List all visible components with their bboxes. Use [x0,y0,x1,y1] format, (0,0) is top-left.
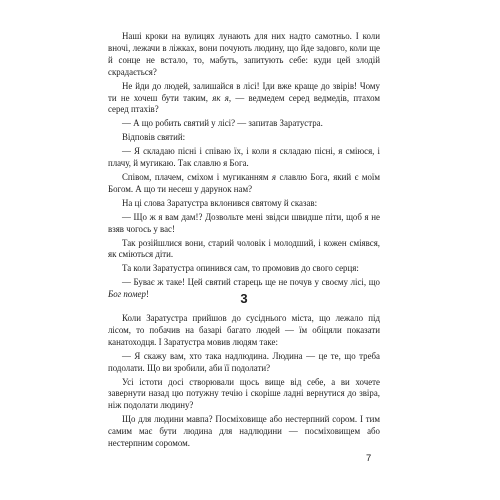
paragraph [108,212,380,236]
paragraph-text: ! [145,289,149,300]
paragraph [108,132,380,144]
page-number: 7 [366,453,372,464]
paragraph [108,198,380,210]
paragraph [108,238,380,262]
paragraph [108,414,380,450]
paragraph [108,351,380,375]
paragraph-text: — Я скажу вам, хто така надлюдина. Людина — це те, що треба подолати. Що ви зробили, аби її подолати? [108,350,380,373]
paragraph-text: Наші кроки на вулицях лунають для них надто самотньо. І коли вночі, лежачи в ліжках, вони почують людину, що йде задовго, коли ще й сонце не встало, то, мабуть, запитують себе: куди цей злодій скрадається? [108,31,380,77]
paragraph [108,31,380,79]
paragraph [108,263,380,275]
paragraph [108,81,380,117]
paragraph-text: , — ведмедем серед ведмедів, птахом серед птахів? [108,92,380,115]
paragraph-text: На ці слова Заратустра вклонився святому й сказав: [122,197,318,208]
paragraph-text: Коли Заратустра прийшов до сусіднього міста, що лежало під лісом, то побачив на базарі багато людей — їм обіцяли показати канатоходця. І Заратустра мовив людям таке: [108,313,380,347]
italic-text: Бог помер [108,289,146,300]
bottom-text-block [108,313,380,450]
paragraph-text: — Я складаю пісні і співаю їх, і коли я складаю пісні, я сміюся, і плачу, й мугикаю. Так славлю я Бога. [108,146,380,169]
paragraph-text: славлю Бога, який є моїм Богом. А що ти несеш у дарунок нам? [108,171,380,194]
paragraph [108,146,380,170]
top-text-block [108,31,380,301]
paragraph-text: Не йди до людей, залишайся в лісі! Іди вже краще до звірів! Чому ти не хочеш бути таким, [108,80,380,103]
paragraph [108,313,380,349]
paragraph-text: Усі істоти досі створювали щось вище від себе, а ви хочете завернути назад цю потужну течію і скоріше ладні вернутися до звіра, ніж подолати людину? [108,376,380,411]
section-heading: 3 [240,291,248,306]
paragraph [108,118,380,130]
italic-text: як я [212,92,229,103]
paragraph-text: — А що робить святий у лісі? — запитав Заратустра. [122,118,323,129]
paragraph-text: Та коли Заратустра опинився сам, то промовив до свого серця: [122,263,359,274]
paragraph-text: Так розійшлися вони, старий чоловік і молодший, і кожен сміявся, як сміються діти. [108,237,380,260]
paragraph-text: — Буває ж таке! Цей святий старець ще не почув у своєму лісі, що [122,277,380,288]
italic-text: я [271,171,277,182]
paragraph [108,377,380,413]
paragraph [108,172,380,196]
paragraph-text: Відповів святий: [122,132,186,143]
paragraph-text: Співом, плачем, сміхом і мугиканням [122,171,272,182]
paragraph-text: — Що ж я вам дам!? Дозвольте мені звідси швидше піти, щоб я не взяв чогось у вас! [108,211,380,234]
paragraph-text: Що для людини мавпа? Посміховище або нестерпний сором. І тим самим має бути людина для надлюдини — посміховищем або нестерпним соромом. [108,414,380,449]
